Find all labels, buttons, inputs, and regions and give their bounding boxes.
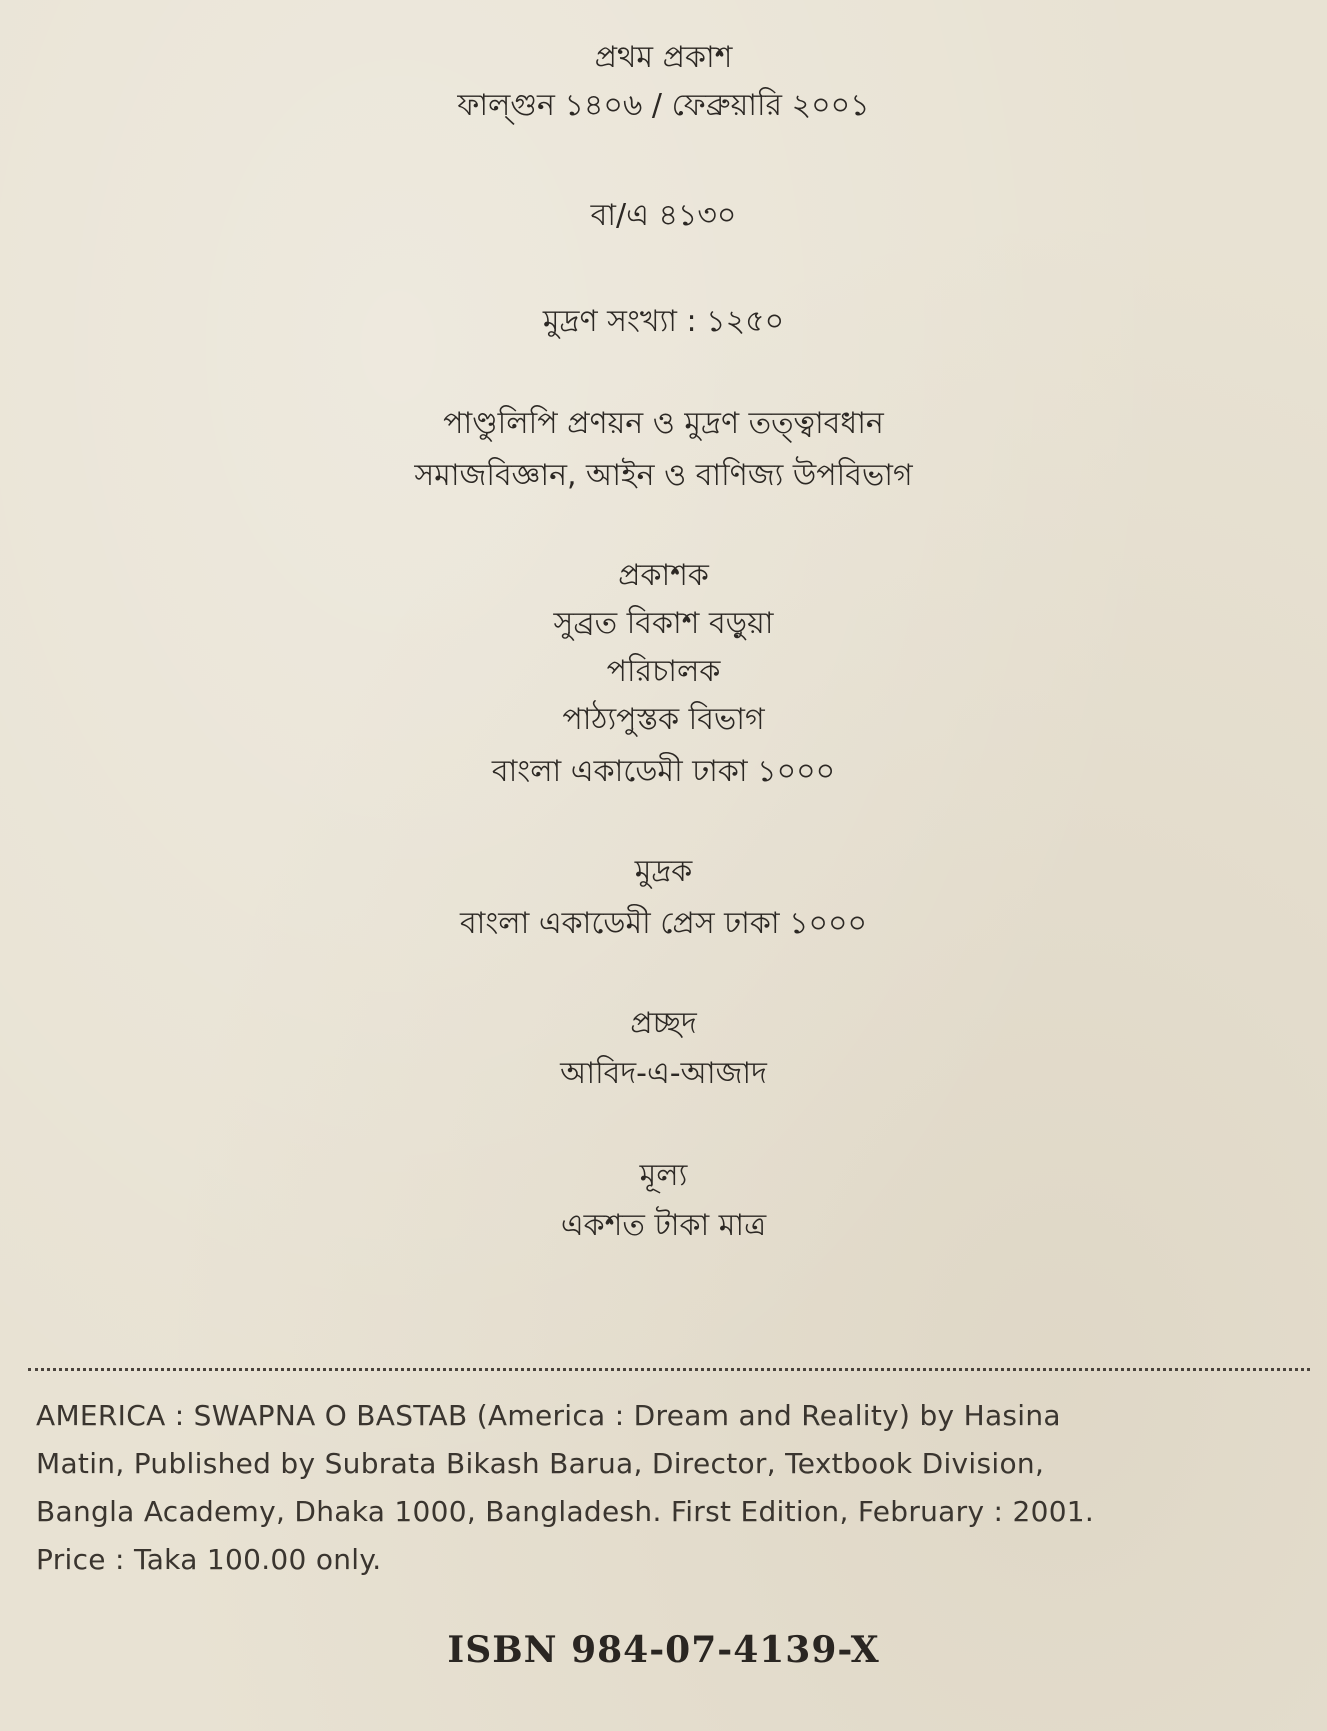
english-colophon xyxy=(36,1392,1306,1584)
printer-label: মুদ্রক xyxy=(634,854,693,889)
cover-label: প্রচ্ছদ xyxy=(630,1006,697,1041)
colophon-line: Bangla Academy, Dhaka 1000, Bangladesh. First Edition, February : 2001. xyxy=(36,1495,1095,1528)
cover-artist: আবিদ-এ-আজাদ xyxy=(560,1056,767,1091)
price-label: মূল্য xyxy=(639,1158,688,1193)
colophon-line: AMERICA : SWAPNA O BASTAB (America : Dream and Reality) by Hasina xyxy=(36,1399,1061,1432)
isbn: ISBN 984-07-4139-X xyxy=(447,1629,880,1671)
subdivision: সমাজবিজ্ঞান, আইন ও বাণিজ্য উপবিভাগ xyxy=(414,458,913,493)
publisher-name: সুব্রত বিকাশ বড়ুয়া xyxy=(553,606,774,641)
catalog-number: বা/এ ৪১৩০ xyxy=(590,198,737,233)
publisher-label: প্রকাশক xyxy=(618,558,709,593)
publisher-address: বাংলা একাডেমী ঢাকা ১০০০ xyxy=(491,754,836,789)
publisher-title: পরিচালক xyxy=(606,654,721,689)
price-value: একশত টাকা মাত্র xyxy=(560,1208,767,1243)
dotted-divider xyxy=(28,1368,1310,1371)
print-run: মুদ্রণ সংখ্যা : ১২৫০ xyxy=(542,304,785,339)
first-edition-label: প্রথম প্রকাশ xyxy=(594,40,733,75)
colophon-line: Price : Taka 100.00 only. xyxy=(36,1543,382,1576)
printer-name: বাংলা একাডেমী প্রেস ঢাকা ১০০০ xyxy=(459,906,868,941)
publisher-division: পাঠ্যপুস্তক বিভাগ xyxy=(562,702,765,737)
manuscript-supervision: পাণ্ডুলিপি প্রণয়ন ও মুদ্রণ তত্ত্বাবধান xyxy=(443,406,884,441)
colophon-line: Matin, Published by Subrata Bikash Barua, Director, Textbook Division, xyxy=(36,1447,1045,1480)
first-edition-date: ফাল্গুন ১৪০৬ / ফেব্রুয়ারি ২০০১ xyxy=(457,88,870,123)
